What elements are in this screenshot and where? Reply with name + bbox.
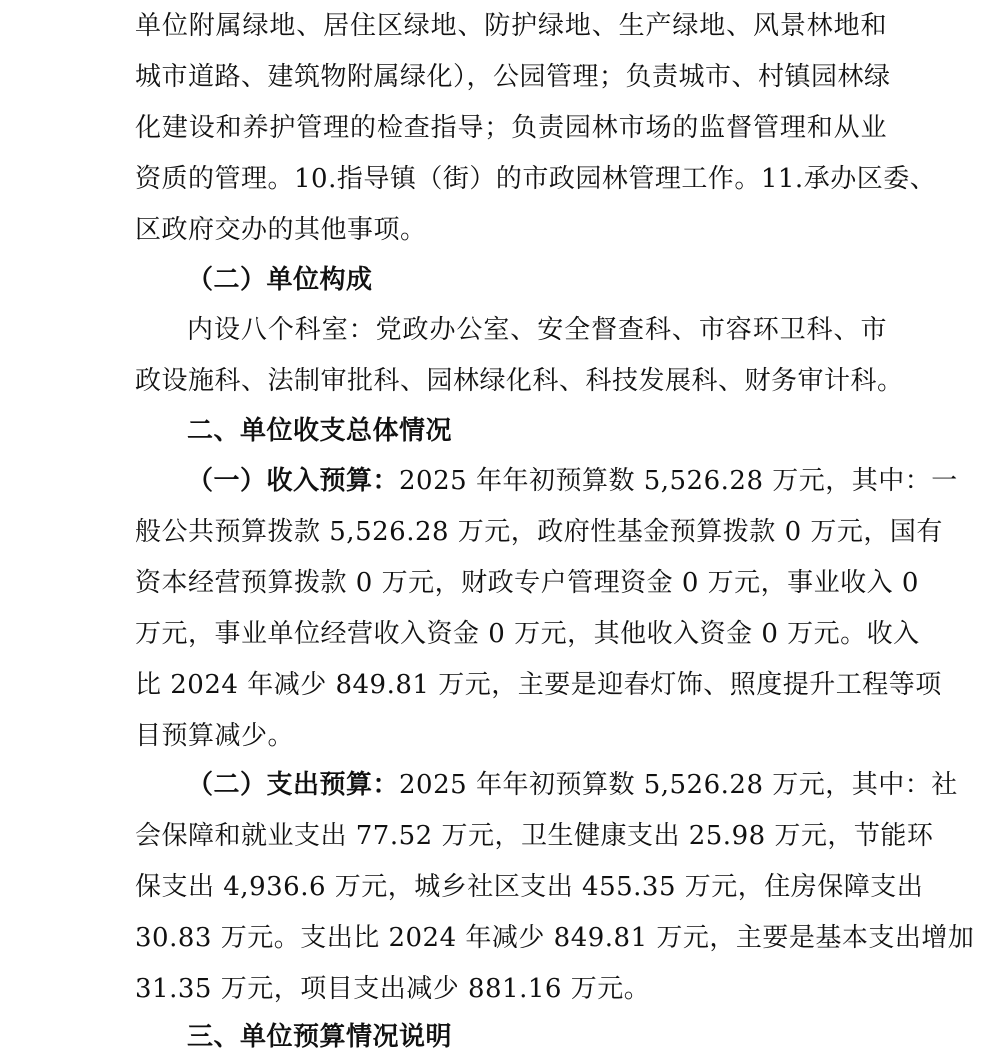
text-line: 化建设和养护管理的检查指导；负责园林市场的监督管理和从业: [135, 113, 887, 143]
text-line: 比 2024 年减少 849.81 万元，主要是迎春灯饰、照度提升工程等项: [135, 670, 942, 700]
income-text: 2025 年年初预算数 5,526.28 万元，其中：一: [399, 466, 958, 496]
text-line: 31.35 万元，项目支出减少 881.16 万元。: [135, 974, 651, 1004]
section-heading-budget-overview: 二、单位收支总体情况: [187, 416, 453, 446]
text-line: 城市道路、建筑物附属绿化），公园管理；负责城市、村镇园林绿: [135, 62, 891, 92]
expense-text: 2025 年年初预算数 5,526.28 万元，其中：社: [399, 770, 958, 800]
income-label: （一）收入预算：: [187, 466, 400, 496]
text-line: 万元，事业单位经营收入资金 0 万元，其他收入资金 0 万元。收入: [135, 619, 920, 649]
text-line: 区政府交办的其他事项。: [135, 215, 427, 245]
section-heading-unit-composition: （二）单位构成: [187, 265, 373, 295]
section-heading-budget-details: 三、单位预算情况说明: [187, 1022, 453, 1052]
text-line: 般公共预算拨款 5,526.28 万元，政府性基金预算拨款 0 万元，国有: [135, 517, 943, 547]
text-line: 目预算减少。: [135, 721, 295, 751]
text-line: 保支出 4,936.6 万元，城乡社区支出 455.35 万元，住房保障支出: [135, 872, 924, 902]
text-line: 资质的管理。10.指导镇（街）的市政园林管理工作。11.承办区委、: [135, 164, 937, 194]
income-first-line: [187, 464, 958, 498]
text-line: 单位附属绿地、居住区绿地、防护绿地、生产绿地、风景林地和: [135, 11, 887, 41]
text-line: 政设施科、法制审批科、园林绿化科、科技发展科、财务审计科。: [135, 366, 904, 396]
text-line: 内设八个科室：党政办公室、安全督查科、市容环卫科、市: [187, 315, 887, 345]
expense-label: （二）支出预算：: [187, 770, 400, 800]
expense-first-line: [187, 768, 958, 802]
text-line: 30.83 万元。支出比 2024 年减少 849.81 万元，主要是基本支出增加: [135, 923, 975, 953]
text-line: 会保障和就业支出 77.52 万元，卫生健康支出 25.98 万元，节能环: [135, 821, 934, 851]
text-line: 资本经营预算拨款 0 万元，财政专户管理资金 0 万元，事业收入 0: [135, 568, 919, 598]
